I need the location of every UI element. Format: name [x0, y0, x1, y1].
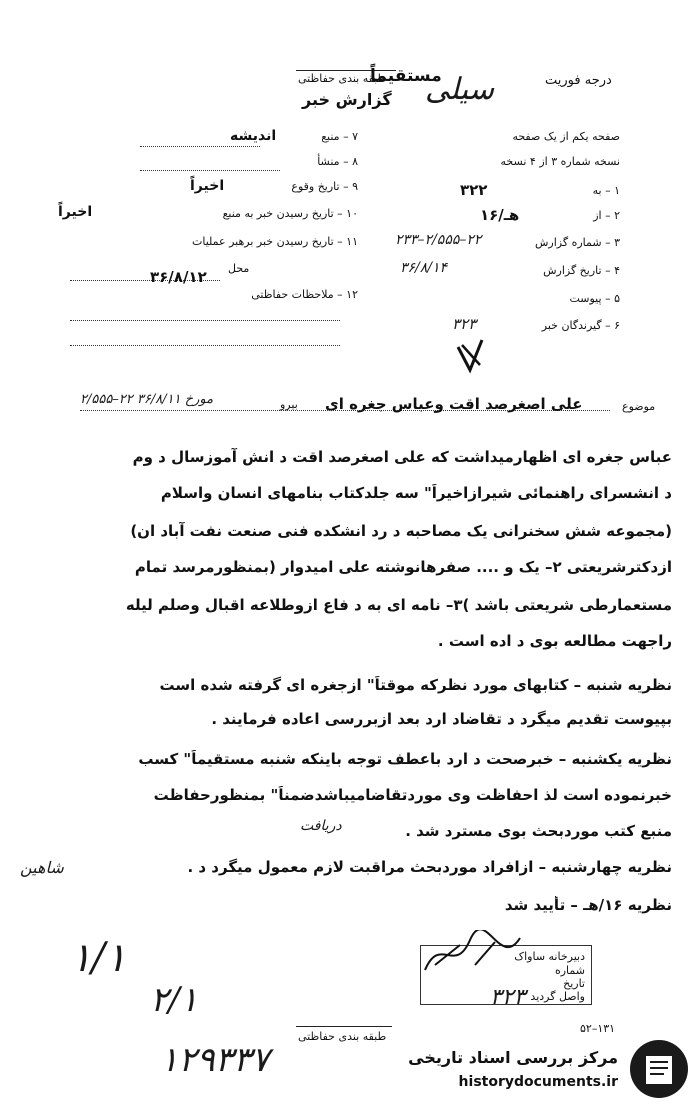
handwritten-note-received: دریافت: [300, 818, 342, 834]
stamp-line: تاریخ: [563, 977, 585, 990]
right-field-6-value: ۳۲۳: [452, 315, 477, 333]
left-field-10-value: اخیراً: [58, 204, 93, 220]
archive-logo-icon: [628, 1038, 690, 1100]
left-field-12-value: ۳۶/۸/۱۲: [150, 268, 207, 286]
report-title: گزارش خبر: [302, 90, 392, 109]
handwritten-note-name: شاهین: [20, 858, 64, 877]
right-field-3-value: ۲۳۳–۲/۵۵۵–۲۲: [395, 232, 482, 248]
body-line: ازدکترشریعتی ۲– یک و .... صفرهانوشته علی امیدوار (بمنظورمرسد تمام: [134, 558, 672, 576]
right-field-4: ۴ – تاریخ گزارش: [543, 264, 620, 277]
body-line: مستعمارطی شریعتی باشد )۳– نامه ای به د فاع ازوطلاعه اقبال وصلم لیله: [125, 596, 672, 614]
stamp-line: دبیرخانه ساواک: [514, 950, 585, 963]
priority-label: درجه فوریت: [545, 73, 612, 88]
left-field-7-value: اندیشه: [230, 128, 277, 144]
body-line: راجهت مطالعه بوی د اده است .: [437, 632, 672, 650]
signature-scribble-icon: [420, 930, 530, 980]
left-field-9: ۹ – تاریخ وقوع: [291, 180, 358, 193]
left-field-8: ۸ – منشأ: [317, 155, 358, 168]
page-count: صفحه یکم از یک صفحه: [512, 130, 620, 143]
opinion-line: منبع کتب موردبحث بوی مسترد شد .: [405, 822, 672, 840]
archive-name: مرکز بررسی اسناد تاریخی: [408, 1048, 618, 1067]
opinion-line: بپیوست تقدیم میگرد د تقاضاد ارد بعد ازبررسی اعاده فرمایند .: [211, 710, 672, 728]
footer-classification-label: طبقه بندی حفاظتی: [298, 1030, 387, 1043]
handwritten-number-2: ۲/۱: [150, 980, 198, 1020]
left-field-12: ۱۲ – ملاحظات حفاظتی: [251, 288, 358, 301]
left-field-10: ۱۰ – تاریخ رسیدن خبر به منبع: [222, 207, 358, 220]
right-field-6: ۶ – گیرندگان خبر: [541, 319, 620, 332]
right-field-2-value: ۱۶/هـ: [480, 206, 520, 224]
right-field-3: ۳ – شماره گزارش: [534, 236, 620, 249]
opinion-line: خبرنموده است لذ احفاظت وی موردتقاضامیباشدضمناً" بمنظورحفاظت: [153, 786, 672, 804]
right-field-1: ۱ – به: [592, 184, 620, 197]
body-line: د انشسرای راهنمائی شیرازاخیراً" سه جلدکتاب بنامهای انسان واسلام: [160, 484, 672, 502]
opinion-line: نظریه ۱۶/هـ – تأیید شد: [504, 896, 672, 914]
opinion-line: نظریه چهارشنبه – ازافراد موردبحث مراقبت لازم معمول میگرد د .: [187, 858, 672, 876]
handwritten-name: سیلی: [425, 72, 495, 107]
left-field-9-value: اخیراً: [190, 178, 225, 194]
right-field-2: ۲ – از: [593, 209, 620, 222]
stamp-line: شماره: [554, 964, 585, 977]
right-field-4-value: ۳۶/۸/۱۴: [400, 260, 448, 276]
form-number: ۵۲–۱۳۱: [580, 1022, 616, 1035]
left-field-11: ۱۱ – تاریخ رسیدن خبر برهبر عملیات: [191, 235, 358, 248]
copy-number: نسخه شماره ۳ از ۴ نسخه: [500, 155, 620, 168]
archive-number: ۱۲۹۳۳۷: [160, 1040, 270, 1080]
opinion-line: نظریه یکشنبه – خبرصحت د ارد باعطف توجه باینکه شنبه مستقیماً" کسب: [138, 750, 672, 768]
left-field-7: ۷ – منبع: [321, 130, 358, 143]
stamp-line: واصل گردید: [530, 990, 585, 1003]
subject-label: موضوع: [622, 400, 656, 413]
classification-label: طبقه بندی حفاظتی: [298, 72, 387, 85]
archive-url: historydocuments.ir: [458, 1074, 618, 1090]
handwritten-stamp-number: ۳۲۳: [490, 985, 526, 1010]
archive-watermark: [408, 1030, 698, 1106]
classification-value: مستقیماً: [370, 66, 442, 86]
body-line: (مجموعه شش سخنرانی یک مصاحبه د رد انشکده فنی صنعت نفت آباد ان): [130, 522, 672, 540]
subject-text: علی اصغرصد اقت وعباس جغره ای: [325, 395, 583, 413]
opinion-line: نظریه شنبه – کتابهای مورد نظرکه موقتاً" ازجغره ای گرفته شده است: [159, 676, 672, 694]
body-line: عباس جغره ای اظهارمیداشت که علی اصغرصد اقت د انش آموزسال د وم: [132, 448, 672, 466]
subject-note: بیرو: [280, 398, 298, 411]
footer-rule: [296, 1026, 392, 1027]
checkmark-icon: [450, 335, 490, 375]
right-field-5: ۵ – پیوست: [569, 292, 620, 305]
left-field-location: محل: [228, 262, 250, 275]
right-field-1-value: ۳۲۲: [460, 181, 488, 199]
subject-ref: ۲/۵۵۵–۲۲ مورخ ۳۶/۸/۱۱: [80, 392, 214, 407]
handwritten-number-1: ۱/۱: [70, 935, 127, 981]
